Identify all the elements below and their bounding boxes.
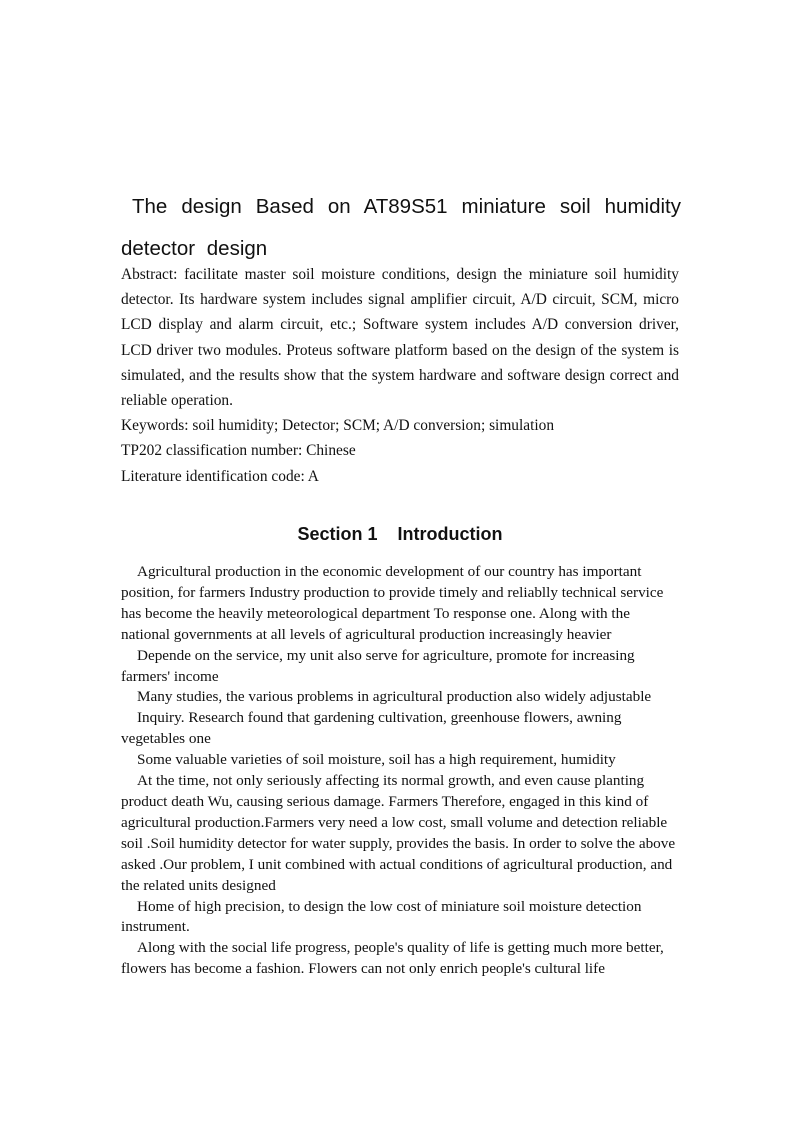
paragraph-5: Some valuable varieties of soil moisture, soil has a high requirement, humidity	[137, 751, 616, 769]
paragraph-7: Home of high precision, to design the low cost of miniature soil moisture detection instrument.	[121, 897, 642, 936]
paragraph-6: At the time, not only seriously affecting its normal growth, and even cause planting product death Wu, causing serious damage. Farmers Therefore, engaged in this kind of agricultural production.Farmers very need a low cost, small volume and detection reliable soil .Soil humidity detector for water supply, provides the basis. In order to solve the above asked .Our problem, I unit combined with actual conditions of agricultural production, and the related units designed	[121, 772, 676, 894]
paper-title: The design Based on AT89S51 miniature soil humidity detector design	[121, 195, 681, 260]
keywords-line: Keywords: soil humidity; Detector; SCM; A/D conversion; simulation	[121, 417, 555, 435]
paragraph-1: Agricultural production in the economic development of our country has important position, for farmers Industry production to provide timely and reliablly technical service has become the heavily meteorological department To response one. Along with the national governments at all levels of agricultural production increasingly heavier	[121, 563, 664, 643]
introduction-body	[121, 562, 681, 980]
paragraph-3: Many studies, the various problems in agricultural production also widely adjustable	[137, 688, 652, 706]
paragraph-4: Inquiry. Research found that gardening cultivation, greenhouse flowers, awning vegetables one	[121, 709, 622, 748]
classification-line: TP202 classification number: Chinese	[121, 442, 356, 460]
abstract-block	[121, 262, 679, 489]
paragraph-2: Depende on the service, my unit also serve for agriculture, promote for increasing farmers' income	[121, 646, 635, 685]
section-heading: Section 1 Introduction	[297, 524, 503, 544]
abstract-text: Abstract: facilitate master soil moisture conditions, design the miniature soil humidity detector. Its hardware system includes signal amplifier circuit, A/D circuit, SCM, micro LCD display and alarm circuit, etc.; Software system includes A/D conversion driver, LCD driver two modules. Proteus software platform based on the design of the system is simulated, and the results show that the system hardware and software design correct and reliable operation.	[121, 266, 679, 410]
paragraph-8: Along with the social life progress, people's quality of life is getting much more better, flowers has become a fashion. Flowers can not only enrich people's cultural life	[121, 939, 664, 978]
literature-code-line: Literature identification code: A	[121, 467, 319, 485]
